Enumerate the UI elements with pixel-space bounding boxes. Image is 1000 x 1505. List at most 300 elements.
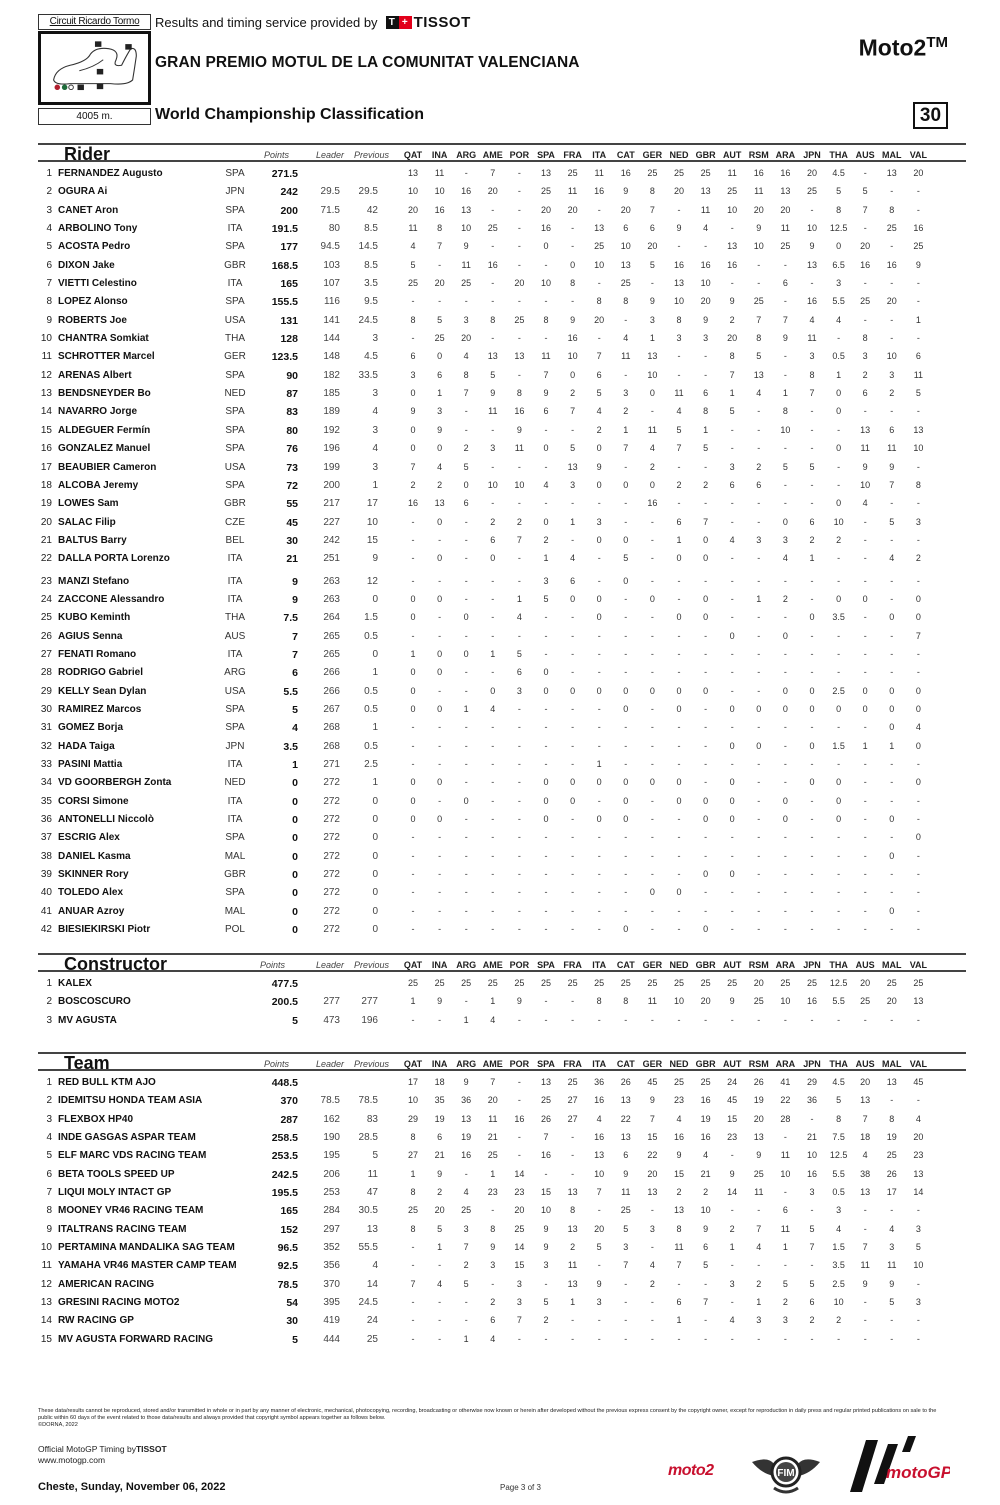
- race-result-ned: -: [677, 924, 681, 935]
- race-result-fra: 3: [570, 479, 576, 490]
- race-result-spa: 15: [540, 1187, 551, 1198]
- rider-name: SKINNER Rory: [58, 869, 129, 881]
- rider-row: [38, 422, 966, 440]
- race-result-aut: -: [730, 1205, 734, 1216]
- race-result-ned: 1: [676, 534, 682, 545]
- race-result-aut: 3: [729, 461, 735, 472]
- points: 5: [292, 1014, 298, 1027]
- race-result-qat: 9: [410, 406, 416, 417]
- points: 131: [280, 314, 298, 327]
- position: 19: [40, 498, 52, 510]
- position: 33: [40, 759, 52, 770]
- race-result-cat: -: [624, 740, 628, 751]
- race-result-tha: 0: [836, 703, 842, 714]
- race-result-ina: -: [438, 259, 442, 270]
- race-result-cat: 6: [623, 1150, 629, 1161]
- race-result-ned: -: [677, 759, 681, 769]
- team-row: [38, 1202, 966, 1220]
- race-result-mal: 5: [889, 516, 895, 527]
- race-result-ger: -: [650, 905, 654, 916]
- rider-row: [38, 829, 966, 847]
- race-result-arg: -: [464, 593, 468, 604]
- race-result-rsm: 2: [756, 461, 762, 472]
- race-result-tha: 0: [836, 388, 842, 399]
- nationality: POL: [224, 924, 245, 936]
- gap-to-previous: 1.5: [364, 612, 378, 624]
- race-result-spa: 9: [543, 1242, 549, 1253]
- race-result-ger: 16: [647, 498, 658, 509]
- gap-to-leader: 116: [324, 296, 340, 308]
- race-result-gbr: 20: [700, 996, 711, 1007]
- race-result-val: 25: [913, 241, 924, 252]
- race-result-aus: 2: [862, 369, 868, 380]
- nationality: ITA: [227, 593, 243, 605]
- rider-name: GOMEZ Borja: [58, 722, 124, 734]
- gap-to-previous: 0.5: [364, 630, 378, 642]
- gap-to-leader: 297: [323, 1223, 340, 1235]
- race-result-ara: -: [783, 869, 787, 880]
- race-result-spa: -: [544, 461, 548, 472]
- race-column-header-arg: ARG: [456, 1059, 477, 1069]
- race-result-gbr: 0: [703, 795, 709, 806]
- race-result-rsm: -: [757, 850, 761, 861]
- race-result-rsm: 20: [753, 204, 764, 215]
- nationality: USA: [224, 461, 246, 473]
- position: 29: [40, 685, 52, 697]
- race-result-ara: 2: [782, 593, 788, 604]
- race-result-ita: -: [597, 850, 601, 861]
- position: 9: [46, 314, 52, 326]
- race-column-header-val: VAL: [909, 1059, 928, 1069]
- race-result-tha: -: [837, 832, 841, 843]
- race-result-por: -: [517, 168, 521, 178]
- race-column-header-ger: GER: [642, 150, 663, 160]
- gap-to-previous: 0: [372, 850, 378, 862]
- race-result-por: -: [517, 740, 521, 751]
- race-result-qat: -: [411, 1297, 415, 1308]
- race-result-por: -: [517, 722, 521, 733]
- race-column-header-ina: INA: [431, 960, 448, 970]
- race-result-qat: 17: [407, 1077, 418, 1087]
- rider-row: [38, 866, 966, 884]
- race-result-tha: 0: [836, 795, 842, 806]
- race-result-aus: -: [863, 553, 867, 564]
- race-result-mal: 0: [889, 905, 895, 916]
- race-result-ger: 2: [649, 461, 655, 472]
- race-result-val: 7: [915, 630, 921, 641]
- race-result-ina: 8: [437, 223, 443, 234]
- race-result-aus: -: [863, 924, 867, 935]
- race-result-ame: -: [491, 850, 495, 861]
- race-result-mal: 0: [889, 722, 895, 733]
- gap-to-previous: 3.5: [364, 278, 378, 290]
- race-result-qat: -: [411, 832, 415, 843]
- rider-row: [38, 591, 966, 609]
- position: 10: [40, 333, 52, 345]
- race-result-rsm: 25: [753, 296, 764, 307]
- race-result-rsm: -: [757, 424, 761, 435]
- gap-to-leader: 195: [323, 1150, 340, 1162]
- race-column-header-fra: FRA: [563, 960, 582, 970]
- constructor-name: MV AGUSTA: [58, 1014, 117, 1026]
- nationality: GBR: [224, 498, 246, 510]
- race-result-aus: 7: [862, 204, 868, 215]
- race-result-ned: 15: [673, 1168, 684, 1179]
- position: 1: [46, 168, 52, 179]
- race-result-ara: 7: [782, 314, 788, 325]
- race-result-gbr: 9: [703, 1223, 709, 1234]
- race-result-qat: 1: [410, 1168, 416, 1179]
- points: 7: [292, 648, 298, 661]
- race-result-ita: 8: [596, 296, 602, 307]
- race-result-cat: 0: [623, 814, 629, 825]
- race-result-spa: 2: [543, 534, 549, 545]
- race-column-header-val: VAL: [909, 960, 928, 970]
- race-result-ger: -: [650, 1333, 654, 1344]
- gap-to-leader: 473: [323, 1014, 340, 1026]
- race-result-rsm: -: [757, 759, 761, 769]
- race-result-por: -: [517, 832, 521, 843]
- race-result-val: 25: [913, 978, 924, 988]
- race-result-ned: -: [677, 204, 681, 215]
- race-column-header-ned: NED: [669, 960, 689, 970]
- race-result-ger: 0: [649, 685, 655, 696]
- points: 5.5: [283, 685, 298, 698]
- race-result-jpn: 5: [809, 461, 815, 472]
- race-result-aut: 2: [729, 314, 735, 325]
- position: 36: [40, 814, 52, 826]
- race-result-tha: -: [837, 479, 841, 490]
- race-result-gbr: 16: [700, 259, 711, 270]
- race-result-jpn: 5: [809, 1278, 815, 1289]
- race-result-cat: 0: [623, 575, 629, 586]
- race-result-val: 8: [915, 479, 921, 490]
- race-result-ame: -: [491, 498, 495, 509]
- race-result-aus: -: [863, 314, 867, 325]
- team-name: RED BULL KTM AJO: [58, 1077, 156, 1088]
- gap-to-leader: 103: [323, 259, 340, 271]
- race-result-val: 16: [913, 223, 924, 234]
- race-column-header-aut: AUT: [722, 150, 742, 160]
- rider-name: PASINI Mattia: [58, 759, 123, 770]
- race-result-gbr: -: [704, 1315, 708, 1326]
- race-result-aut: 20: [727, 333, 738, 344]
- race-result-gbr: -: [704, 759, 708, 769]
- race-result-por: 9: [516, 996, 522, 1007]
- race-result-fra: 8: [570, 1205, 576, 1216]
- points: 30: [286, 1315, 298, 1328]
- race-result-ger: -: [650, 1315, 654, 1326]
- points: 123.5: [271, 351, 298, 364]
- race-result-ame: -: [491, 241, 495, 252]
- team-row: [38, 1294, 966, 1312]
- points: 54: [286, 1297, 298, 1310]
- race-result-jpn: 8: [809, 369, 815, 380]
- race-result-ger: 45: [647, 1077, 658, 1087]
- race-result-mal: 9: [889, 461, 895, 472]
- nationality: CZE: [225, 516, 245, 528]
- team-row: [38, 1147, 966, 1165]
- race-result-ame: 6: [490, 534, 496, 545]
- race-result-val: -: [916, 869, 920, 880]
- gap-to-previous: 4: [372, 443, 378, 455]
- race-result-aut: 0: [729, 869, 735, 880]
- race-result-qat: 1: [410, 996, 416, 1007]
- race-result-por: 25: [514, 978, 525, 988]
- race-column-header-aus: AUS: [855, 960, 875, 970]
- points: 92.5: [277, 1260, 298, 1273]
- race-result-aut: 0: [729, 703, 735, 714]
- nationality: JPN: [225, 740, 245, 752]
- race-result-mal: -: [890, 887, 894, 898]
- race-result-fra: 11: [567, 186, 578, 197]
- race-result-por: -: [517, 204, 521, 215]
- team-name: INDE GASGAS ASPAR TEAM: [58, 1132, 196, 1144]
- team-row: [38, 1257, 966, 1275]
- points: 6: [292, 667, 298, 680]
- rider-row: [38, 921, 966, 939]
- points: 90: [286, 369, 298, 382]
- race-result-qat: 0: [410, 795, 416, 806]
- points: 448.5: [271, 1077, 298, 1089]
- race-result-ara: -: [783, 575, 787, 586]
- points: 195.5: [271, 1187, 298, 1200]
- race-result-ita: 7: [596, 1187, 602, 1198]
- rider-row: [38, 756, 966, 774]
- nationality: THA: [225, 333, 245, 345]
- race-result-arg: -: [464, 869, 468, 880]
- race-result-mal: -: [890, 406, 894, 417]
- race-result-rsm: 7: [756, 314, 762, 325]
- race-result-mal: -: [890, 278, 894, 289]
- race-result-qat: -: [411, 534, 415, 545]
- race-result-spa: 7: [543, 1132, 549, 1143]
- race-result-fra: 1: [570, 1297, 576, 1308]
- race-result-ina: -: [438, 905, 442, 916]
- race-result-cat: -: [624, 850, 628, 861]
- gap-to-leader: 272: [323, 869, 340, 881]
- race-result-rsm: 4: [756, 1242, 762, 1253]
- race-result-tha: 5: [836, 1095, 842, 1106]
- race-result-val: 20: [913, 168, 924, 178]
- team-name: BETA TOOLS SPEED UP: [58, 1168, 175, 1180]
- race-result-rsm: 1: [756, 1297, 762, 1308]
- race-result-ned: 10: [673, 996, 684, 1007]
- race-result-ned: -: [677, 498, 681, 509]
- race-result-mal: -: [890, 1333, 894, 1344]
- tissot-logo: [386, 14, 471, 31]
- gap-to-leader: 370: [323, 1278, 340, 1290]
- race-result-tha: 3.5: [832, 612, 845, 623]
- race-result-fra: -: [571, 648, 575, 659]
- race-result-val: 45: [913, 1077, 924, 1087]
- race-result-ger: -: [650, 740, 654, 751]
- race-result-aus: -: [863, 516, 867, 527]
- race-result-cat: 0: [623, 534, 629, 545]
- race-result-spa: 0: [543, 685, 549, 696]
- race-result-aus: -: [863, 832, 867, 843]
- race-result-aus: -: [863, 759, 867, 769]
- team-standings-table: [38, 1052, 966, 1349]
- race-result-val: 0: [915, 612, 921, 623]
- race-result-ame: 13: [487, 351, 498, 362]
- position: 35: [40, 795, 52, 807]
- race-result-ina: 10: [434, 186, 445, 197]
- race-result-val: -: [916, 204, 920, 215]
- race-result-val: -: [916, 887, 920, 898]
- race-result-cat: 11: [621, 1187, 631, 1198]
- race-result-ina: 4: [437, 1278, 443, 1289]
- gap-to-previous: 13: [366, 1223, 378, 1235]
- rider-name: BEAUBIER Cameron: [58, 461, 157, 473]
- race-result-ara: 10: [780, 424, 791, 435]
- points: 0: [292, 924, 298, 937]
- rider-row: [38, 495, 966, 513]
- race-result-aus: -: [863, 905, 867, 916]
- race-result-jpn: 2: [809, 1315, 815, 1326]
- race-result-ina: -: [438, 795, 442, 806]
- race-result-jpn: -: [810, 479, 814, 490]
- rider-row: [38, 848, 966, 866]
- race-result-mal: 4: [889, 553, 895, 564]
- rider-row: [38, 514, 966, 532]
- race-result-por: -: [517, 241, 521, 252]
- race-result-spa: 13: [540, 1077, 551, 1087]
- race-result-spa: 13: [540, 168, 551, 178]
- race-result-mal: 20: [886, 296, 897, 307]
- website-link[interactable]: www.motogp.com: [38, 1455, 106, 1465]
- race-result-ned: 9: [676, 1150, 682, 1161]
- race-result-jpn: 21: [806, 1132, 817, 1143]
- gap-to-leader: 141: [323, 314, 340, 326]
- race-result-arg: -: [464, 722, 468, 733]
- race-result-spa: -: [544, 333, 548, 344]
- position: 1: [46, 978, 52, 989]
- race-result-gbr: 0: [703, 553, 709, 564]
- rider-row: [38, 811, 966, 829]
- race-result-mal: 6: [889, 424, 895, 435]
- race-result-ara: 5: [782, 461, 788, 472]
- race-result-val: 4: [915, 722, 921, 733]
- gap-to-leader: 268: [323, 722, 340, 734]
- position: 39: [40, 869, 52, 881]
- gap-to-leader: 253: [323, 1187, 340, 1199]
- race-result-ame: -: [491, 1278, 495, 1289]
- previous-column-header: Previous: [354, 150, 390, 160]
- race-result-val: 0: [915, 685, 921, 696]
- race-result-aus: 20: [860, 978, 871, 988]
- race-result-mal: -: [890, 333, 894, 344]
- race-result-ame: 4: [490, 1014, 496, 1025]
- race-result-cat: 3: [623, 1242, 629, 1253]
- race-result-fra: -: [571, 759, 575, 769]
- race-result-fra: 16: [567, 333, 578, 344]
- points: 7.5: [283, 612, 298, 625]
- race-result-tha: 0.5: [832, 351, 845, 362]
- race-result-aus: 16: [860, 259, 871, 270]
- race-result-spa: -: [544, 630, 548, 641]
- race-result-ame: 5: [490, 369, 496, 380]
- race-result-ame: -: [491, 924, 495, 935]
- race-column-header-arg: ARG: [456, 150, 477, 160]
- race-result-spa: 0: [543, 795, 549, 806]
- race-result-ame: -: [491, 777, 495, 788]
- race-result-ned: -: [677, 461, 681, 472]
- race-result-tha: -: [837, 887, 841, 898]
- position: 32: [40, 740, 52, 752]
- race-result-tha: 0.5: [832, 1187, 845, 1198]
- race-result-val: -: [916, 1095, 920, 1106]
- race-column-header-tha: THA: [829, 960, 848, 970]
- race-result-ame: 1: [490, 648, 496, 659]
- race-result-ita: -: [597, 648, 601, 659]
- race-result-fra: 0: [570, 777, 576, 788]
- race-result-ita: 0: [596, 685, 602, 696]
- points: 4: [292, 722, 298, 735]
- race-result-ara: 10: [780, 1168, 791, 1179]
- race-result-fra: -: [571, 534, 575, 545]
- race-result-por: 4: [516, 612, 522, 623]
- nationality: SPA: [225, 424, 245, 436]
- race-result-ina: 35: [434, 1095, 445, 1106]
- race-result-rsm: 1: [756, 593, 762, 604]
- race-result-ita: 5: [596, 1242, 602, 1253]
- race-result-jpn: 29: [806, 1077, 817, 1087]
- race-result-gbr: -: [704, 630, 708, 641]
- race-result-ita: 1: [596, 759, 602, 769]
- race-result-ita: 16: [594, 186, 605, 197]
- race-result-ita: 11: [594, 168, 604, 178]
- race-result-por: 9: [516, 424, 522, 435]
- race-result-ina: 0: [437, 777, 443, 788]
- race-result-tha: 0: [836, 241, 842, 252]
- points: 3.5: [283, 740, 298, 753]
- team-row: [38, 1239, 966, 1257]
- race-result-ger: 10: [647, 369, 658, 380]
- race-result-mal: -: [890, 241, 894, 252]
- race-result-spa: 25: [540, 1095, 551, 1106]
- gap-to-leader: 29.5: [320, 186, 340, 198]
- gap-to-previous: 1: [372, 667, 378, 679]
- race-result-rsm: -: [757, 516, 761, 527]
- race-result-fra: 13: [567, 1278, 578, 1289]
- race-result-cat: 11: [621, 351, 631, 362]
- race-result-arg: 13: [461, 204, 472, 215]
- race-result-aut: -: [730, 278, 734, 289]
- race-result-qat: 5: [410, 259, 416, 270]
- rider-name: ALDEGUER Fermín: [58, 424, 151, 436]
- race-result-por: 2: [516, 516, 522, 527]
- race-result-rsm: 7: [756, 1223, 762, 1234]
- race-result-jpn: 0: [809, 703, 815, 714]
- gap-to-previous: 14.5: [358, 241, 378, 253]
- race-result-ara: 41: [780, 1077, 791, 1087]
- race-result-jpn: -: [810, 575, 814, 586]
- race-result-ina: -: [438, 1333, 442, 1344]
- race-column-header-jpn: JPN: [803, 150, 821, 160]
- race-result-ame: -: [491, 575, 495, 586]
- race-result-ita: -: [597, 740, 601, 751]
- race-result-rsm: 2: [756, 1278, 762, 1289]
- race-result-ger: -: [650, 759, 654, 769]
- race-result-arg: 16: [461, 186, 472, 197]
- rider-name: ALCOBA Jeremy: [58, 479, 139, 491]
- race-result-aut: 1: [729, 388, 735, 399]
- race-result-mal: 25: [886, 1150, 897, 1161]
- points: 30: [286, 534, 298, 547]
- points: 9: [292, 575, 298, 588]
- race-result-arg: -: [464, 759, 468, 769]
